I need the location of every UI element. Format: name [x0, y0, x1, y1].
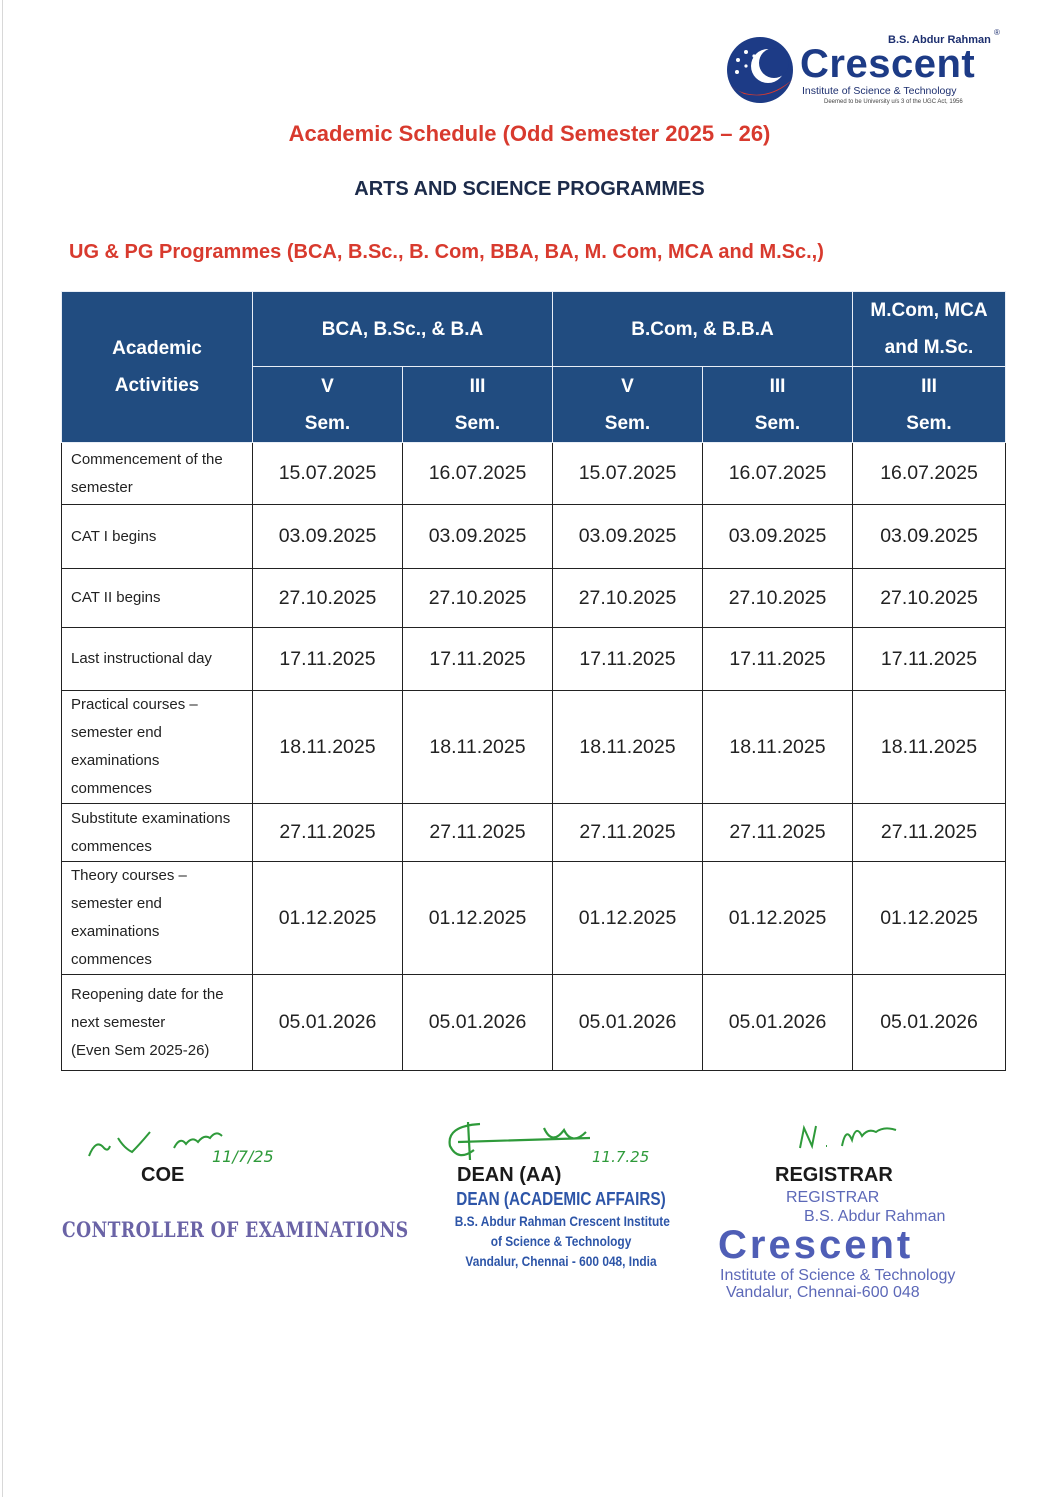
date-cell: 16.07.2025 — [703, 443, 853, 505]
date-cell: 05.01.2026 — [553, 975, 703, 1071]
semester-header — [853, 367, 1006, 443]
dean-label: DEAN (AA) — [457, 1164, 562, 1186]
table-header-row-groups — [62, 292, 1006, 367]
table-row — [62, 505, 1006, 569]
coe-stamp: CONTROLLER OF EXAMINATIONS — [62, 1217, 409, 1242]
label-line: semester end — [71, 724, 162, 741]
activity-label — [62, 691, 253, 804]
semester-header — [553, 367, 703, 443]
table-row — [62, 443, 1006, 505]
semester-number: III — [469, 375, 486, 397]
semester-header — [403, 367, 553, 443]
date-cell: 27.10.2025 — [253, 569, 403, 628]
dean-stamp — [455, 1187, 668, 1271]
table-row — [62, 628, 1006, 691]
semester-header — [703, 367, 853, 443]
label-line: CAT II begins — [71, 589, 161, 606]
registrar-label: REGISTRAR — [775, 1164, 893, 1186]
label-line: CAT I begins — [71, 527, 157, 545]
dean-stamp-line: DEAN (ACADEMIC AFFAIRS) — [456, 1189, 666, 1209]
semester-suffix: Sem. — [304, 412, 351, 434]
activity-label — [62, 628, 253, 691]
activity-label — [62, 443, 253, 505]
date-cell: 27.10.2025 — [553, 569, 703, 628]
semester-suffix: Sem. — [906, 412, 952, 434]
semester-suffix: Sem. — [604, 412, 651, 434]
page-edge — [2, 0, 3, 1497]
label-line: Practical courses – — [71, 696, 198, 713]
table-row — [62, 569, 1006, 628]
label-line: examinations — [71, 923, 160, 940]
registrar-stamp-line: Vandalur, Chennai-600 048 — [726, 1284, 920, 1301]
crescent-logo — [724, 28, 1014, 108]
label-line: next semester — [71, 1013, 166, 1031]
date-cell: 27.10.2025 — [403, 569, 553, 628]
date-cell: 16.07.2025 — [853, 443, 1006, 505]
date-cell: 27.10.2025 — [703, 569, 853, 628]
date-cell: 17.11.2025 — [403, 628, 553, 691]
date-cell: 03.09.2025 — [403, 505, 553, 569]
semester-number: V — [621, 375, 634, 397]
activity-label — [62, 569, 253, 628]
activity-label — [62, 505, 253, 569]
date-cell: 15.07.2025 — [553, 443, 703, 505]
label-line: Theory courses – — [71, 867, 187, 884]
registrar-signature — [796, 1116, 916, 1156]
dean-signature-date: 11.7.25 — [592, 1148, 650, 1166]
date-cell: 17.11.2025 — [853, 628, 1006, 691]
date-cell: 18.11.2025 — [253, 691, 403, 804]
label-line: Substitute examinations — [71, 809, 231, 827]
date-cell: 03.09.2025 — [553, 505, 703, 569]
table-row — [62, 862, 1006, 975]
programmes-heading: UG & PG Programmes (BCA, B.Sc., B. Com, BBA, BA, M. Com, MCA and M.Sc.,) — [69, 241, 824, 263]
document-title: Academic Schedule (Odd Semester 2025 – 26) — [288, 121, 771, 146]
date-cell: 01.12.2025 — [853, 862, 1006, 975]
activity-header-line: Academic — [112, 338, 202, 359]
activity-header — [62, 292, 253, 443]
dean-stamp-line: of Science & Technology — [490, 1233, 632, 1249]
dean-signature — [440, 1116, 660, 1166]
logo-deemed-line: Deemed to be University u/s 3 of the UGC Act, 1956 — [824, 99, 963, 105]
date-cell: 16.07.2025 — [403, 443, 553, 505]
date-cell: 05.01.2026 — [403, 975, 553, 1071]
date-cell: 01.12.2025 — [253, 862, 403, 975]
date-cell: 27.11.2025 — [403, 804, 553, 862]
document-subtitle: ARTS AND SCIENCE PROGRAMMES — [354, 178, 705, 200]
dean-signature-scribble-icon — [440, 1116, 660, 1166]
activity-header-line: Activities — [114, 375, 200, 396]
semester-number: III — [921, 375, 937, 397]
semester-suffix: Sem. — [454, 412, 501, 434]
logo-name: Crescent — [800, 42, 976, 86]
coe-signature-scribble-icon — [84, 1118, 314, 1168]
date-cell: 18.11.2025 — [553, 691, 703, 804]
logo-top-line: B.S. Abdur Rahman — [888, 34, 991, 46]
label-line: (Even Sem 2025-26) — [71, 1041, 210, 1059]
date-cell: 18.11.2025 — [853, 691, 1006, 804]
label-line: commences — [71, 780, 152, 797]
date-cell: 03.09.2025 — [703, 505, 853, 569]
semester-header — [253, 367, 403, 443]
coe-label: COE — [141, 1164, 185, 1186]
semester-suffix: Sem. — [754, 412, 801, 434]
date-cell: 17.11.2025 — [253, 628, 403, 691]
date-cell: 17.11.2025 — [703, 628, 853, 691]
label-line: semester end — [71, 895, 162, 912]
date-cell: 03.09.2025 — [853, 505, 1006, 569]
date-cell: 03.09.2025 — [253, 505, 403, 569]
label-line: Commencement of the — [71, 450, 223, 468]
registrar-stamp-line: REGISTRAR — [786, 1189, 880, 1206]
coe-signature-date: 11/7/25 — [212, 1147, 274, 1166]
label-line: Last instructional day — [71, 650, 212, 667]
date-cell: 01.12.2025 — [403, 862, 553, 975]
semester-number: III — [769, 375, 786, 397]
semester-number: V — [321, 375, 334, 397]
group-header-bca: BCA, B.Sc., & B.A — [253, 292, 553, 367]
activity-label — [62, 975, 253, 1071]
date-cell: 05.01.2026 — [853, 975, 1006, 1071]
registrar-stamp-line: Institute of Science & Technology — [720, 1267, 956, 1284]
registrar-signature-scribble-icon — [796, 1116, 916, 1156]
date-cell: 27.11.2025 — [253, 804, 403, 862]
registrar-stamp-line: B.S. Abdur Rahman — [804, 1208, 946, 1225]
schedule-table — [61, 291, 1006, 1071]
crescent-emblem-icon — [724, 36, 796, 108]
label-line: commences — [71, 951, 152, 968]
date-cell: 18.11.2025 — [403, 691, 553, 804]
date-cell: 15.07.2025 — [253, 443, 403, 505]
logo-registered-mark: ® — [994, 28, 1000, 37]
table-row — [62, 975, 1006, 1071]
coe-signature — [84, 1118, 314, 1168]
date-cell: 05.01.2026 — [253, 975, 403, 1071]
date-cell: 01.12.2025 — [553, 862, 703, 975]
date-cell: 05.01.2026 — [703, 975, 853, 1071]
group-header-mcom — [853, 292, 1006, 367]
date-cell: 18.11.2025 — [703, 691, 853, 804]
table-row — [62, 691, 1006, 804]
group-header-line: and M.Sc. — [884, 337, 974, 358]
activity-label — [62, 862, 253, 975]
registrar-stamp-name: Crescent — [718, 1223, 914, 1267]
date-cell: 27.10.2025 — [853, 569, 1006, 628]
date-cell: 17.11.2025 — [553, 628, 703, 691]
dean-stamp-line: Vandalur, Chennai - 600 048, India — [465, 1253, 657, 1269]
dean-stamp-line: B.S. Abdur Rahman Crescent Institute — [454, 1213, 670, 1229]
label-line: Reopening date for the — [71, 985, 224, 1003]
date-cell: 27.11.2025 — [853, 804, 1006, 862]
date-cell: 27.11.2025 — [703, 804, 853, 862]
date-cell: 01.12.2025 — [703, 862, 853, 975]
label-line: examinations — [71, 752, 160, 769]
group-header-bcom: B.Com, & B.B.A — [553, 292, 853, 367]
table-row — [62, 804, 1006, 862]
label-line: semester — [71, 478, 133, 496]
group-header-line: M.Com, MCA — [870, 300, 988, 321]
date-cell: 27.11.2025 — [553, 804, 703, 862]
activity-label — [62, 804, 253, 862]
label-line: commences — [71, 837, 152, 855]
logo-institute: Institute of Science & Technology — [802, 85, 957, 97]
